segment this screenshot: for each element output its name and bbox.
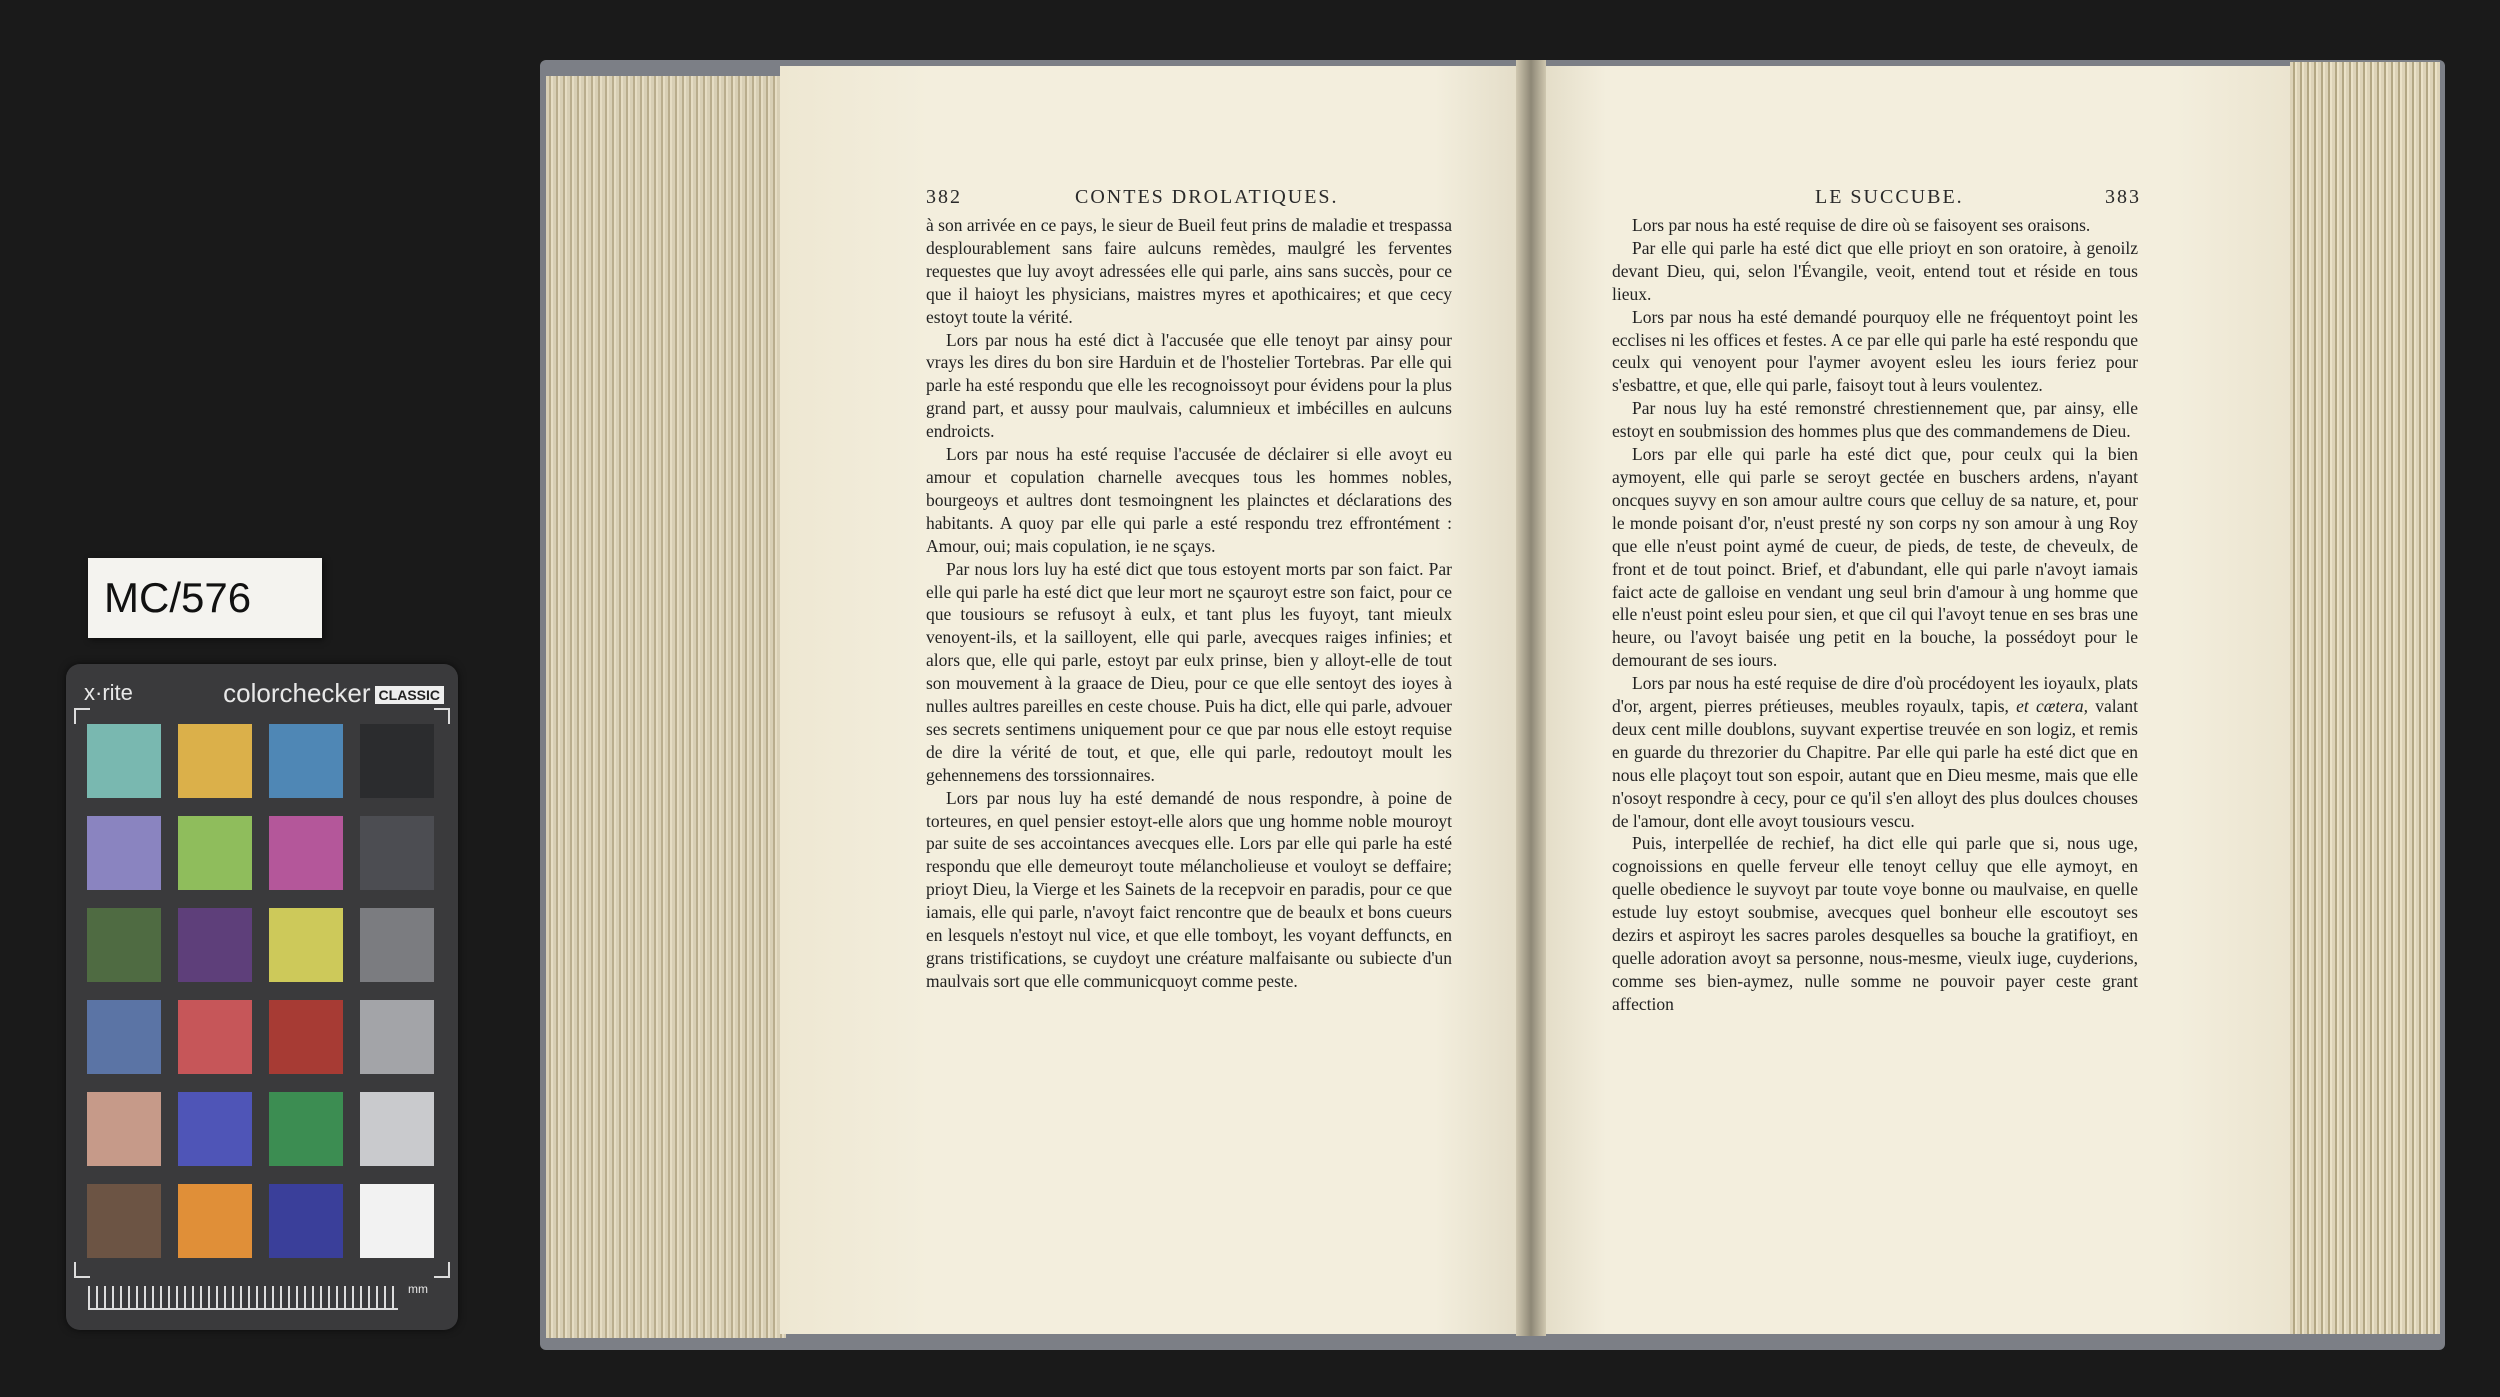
paragraph: à son arrivée en ce pays, le sieur de Bueil feut prins de maladie et trespassa desplourablement sans faire aulcuns remèdes, maulgré les ferventes requestes que luy avoyt adressées elle qui parle, ains sans succès, pour ce que il haioyt les physicians, maistres myres et apothicaires; et que cecy estoyt toute la vérité. <box>926 215 1452 327</box>
paragraph: Lors par elle qui parle ha esté dict que, pour ceulx qui la bien aymoyent, elle qui parle se seroyt gectée en buschers ardens, n'ayant oncques suyvy en son amour aultre cours que celluy de sa nature, et, pour le monde poisant d'or, n'eust presté ny son corps ny son amour à ung Roy que elle n'eust point aymé de cueur, de pieds, de teste, de cheveulx, de front et de tout poinct. Brief, et d'abundant, elle qui parle n'avoyt iamais faict acte de galloise en vendant ung seul brin d'amour à ung homme que elle n'eust point esleu pour sien, et que cil qui l'avoyt tenue en ses bras une heure, ou l'avoyt baisée ung petit en la bouche, la possédoyt pour le demourant de ses iours. <box>1612 444 2138 671</box>
right-page-text <box>1612 214 2138 1016</box>
paragraph: Lors par nous ha esté requise l'accusée de déclairer si elle avoyt eu amour et copulation charnelle avecques tous les hommes nobles, bourgeoys et aultres dont tesmoingnent les plainctes et déclarations des habitants. A quoy par elle qui parle a esté respondu trez effrontément : Amour, oui; mais copulation, ie ne sçays. <box>926 444 1452 556</box>
color-patch <box>269 1000 343 1074</box>
color-patch <box>178 724 252 798</box>
colorchecker-name: colorchecker <box>223 678 371 708</box>
color-patch <box>178 908 252 982</box>
italic-phrase: et cætera, <box>2016 696 2088 717</box>
color-patch <box>178 1184 252 1258</box>
paragraph: Par elle qui parle ha esté dict que elle prioyt en son oratoire, à genoilz devant Dieu, qui, selon l'Évangile, veoit, entend tout et réside en tous lieux. <box>1612 237 2138 304</box>
corner-mark-icon <box>434 708 450 724</box>
color-patch <box>269 1092 343 1166</box>
mm-ruler <box>88 1286 398 1310</box>
color-patch <box>87 1184 161 1258</box>
color-patch <box>87 1092 161 1166</box>
color-checker-card <box>66 664 458 1330</box>
color-patch <box>360 908 434 982</box>
paragraph: Lors par nous ha esté demandé pourquoy elle ne fréquentoyt point les ecclises ni les offices et festes. A ce par elle qui parle ha esté respondu que ceulx qui venoyent pour l'aymer avoyent esleu les iours feriez pour s'esbattre, et que, elle qui parle, faisoyt tout à leurs voulentez. <box>1612 306 2138 396</box>
paragraph: Lors par nous luy ha esté demandé de nous respondre, à poine de torteures, en quel pensier estoyt-elle alors que ung homme noble mouroyt par suite de ses accointances avecques elle. Lors par elle qui parle ha esté respondu que elle demeuroyt toute mélancholieuse et vouloyt se deffaire; prioyt Dieu, la Vierge et les Sainets de la recepvoir en paradis, pour ce que iamais, elle qui parle, n'avoyt faict rencontre que de beaulx et bons cueurs en lesquels n'estoyt nul vice, et que elle tomboyt, les voyant deffuncts, en grans tristifications, se cuydoyt une créature malfaisante ou subiecte d'un maulvais sort que elle communicquoyt comme peste. <box>926 787 1452 991</box>
classic-badge: CLASSIC <box>375 686 444 704</box>
page-edges-right <box>2290 62 2440 1334</box>
color-patch <box>360 816 434 890</box>
paragraph: Par nous lors luy ha esté dict que tous estoyent morts par son faict. Par elle qui parle ha esté dict que leur mort ne sçauroyt estre son faict, pour ce que tousiours se refusoyt à eulx, et tant plus les fuyoyt, tant mieulx venoyent-ils, et la sailloyent, elle qui parle, avecques raiges infinies; et alors que, elle qui parle, estoyt par eulx prinse, bien y alloyt-elle de tout son mouvement à la graace de Dieu, pour ce que elle sentoyt des ioyes à nulles aultres pareilles en ceste chouse. Puis ha dict, elle qui parle, advouer ses secrets sentimens uniquement pour ce que par nous elle estoyt requise de dire la vérité de tout, et que, elle qui parle, redoutoyt moult les gehennemens des torssionnaires. <box>926 558 1452 785</box>
right-running-head: LE SUCCUBE. <box>1815 186 1964 208</box>
color-patch <box>360 724 434 798</box>
paragraph: Puis, interpellée de rechief, ha dict elle qui parle que si, nous uge, cognoissions en quelle ferveur elle tenoyt celluy que elle aymoyt, en quelle obedience le suyvoyt par toute voye bonne ou maulvaise, en quelle estude luy estoyt soubmise, avecques quel bonheur elle escoutoyt ses dezirs et aspiroyt les sacres paroles desquelles sa bouche la gratifioyt, en quelle adoration avoyt sa personne, nous-mesme, vieulx iuge, cuyderions, comme ses bien-aymez, nulle somme ne pouvoir payer ceste grant affection <box>1612 833 2138 1014</box>
right-page-number: 383 <box>2105 186 2141 208</box>
book-gutter <box>1516 60 1546 1336</box>
left-page-number: 382 <box>926 186 962 208</box>
left-page-text <box>926 214 1452 993</box>
color-patch <box>269 816 343 890</box>
color-patch <box>360 1092 434 1166</box>
color-patch <box>178 1000 252 1074</box>
color-patch <box>87 724 161 798</box>
paragraph-end: valant deux cent mille doublons, suyvant expertise treuvée en son logiz, et remis en guarde du threzorier du Chapitre. Par elle qui parle ha esté dict que en nous elle plaçoyt tout son espoir, autant que en Dieu mesme, mais que elle n'osoyt respondre à cecy, pour ce qu'il s'en alloyt des plus doulces chouses de l'amour, dont elle avoyt tousiours vescu. <box>1612 696 2138 831</box>
color-patch <box>87 908 161 982</box>
paragraph-start: Lors par nous ha esté requise de dire d'où procédoyent les ioyaulx, plats d'or, argent, pierres prétieuses, meubles royaulx, tapis, <box>1612 673 2138 717</box>
color-patch <box>269 724 343 798</box>
color-patch <box>269 908 343 982</box>
shelfmark-label <box>88 558 322 638</box>
xrite-logo: x·rite <box>84 680 133 705</box>
corner-mark-icon <box>74 708 90 724</box>
page-edges-left <box>546 76 786 1338</box>
color-patch <box>87 816 161 890</box>
ruler-unit: mm <box>408 1282 428 1296</box>
color-patch <box>360 1000 434 1074</box>
color-patch <box>87 1000 161 1074</box>
paragraph: Par nous luy ha esté remonstré chrestiennement que, par ainsy, elle estoyt en soubmission des hommes plus que des commandemens de Dieu. <box>1612 398 2138 442</box>
left-running-head: CONTES DROLATIQUES. <box>1075 186 1339 208</box>
color-patch <box>178 816 252 890</box>
shelfmark-text: MC/576 <box>104 574 252 621</box>
color-patch <box>178 1092 252 1166</box>
color-patch-grid <box>87 724 435 1258</box>
color-patch <box>360 1184 434 1258</box>
color-patch <box>269 1184 343 1258</box>
paragraph: Lors par nous ha esté requise de dire où se faisoyent ses oraisons. <box>1632 215 2091 235</box>
paragraph: Lors par nous ha esté dict à l'accusée que elle tenoyt par ainsy pour vrays les dires du bon sire Harduin et de l'hostelier Tortebras. Par elle qui parle ha esté respondu que elle les recognoissoyt pour évidens pour la plus grand part, et aussy pour maulvais, calumnieux et imbécilles en aulcuns endroicts. <box>926 329 1452 442</box>
corner-mark-icon <box>74 1262 90 1278</box>
corner-mark-icon <box>434 1262 450 1278</box>
colorchecker-title <box>223 678 444 709</box>
paragraph <box>1612 672 2138 832</box>
